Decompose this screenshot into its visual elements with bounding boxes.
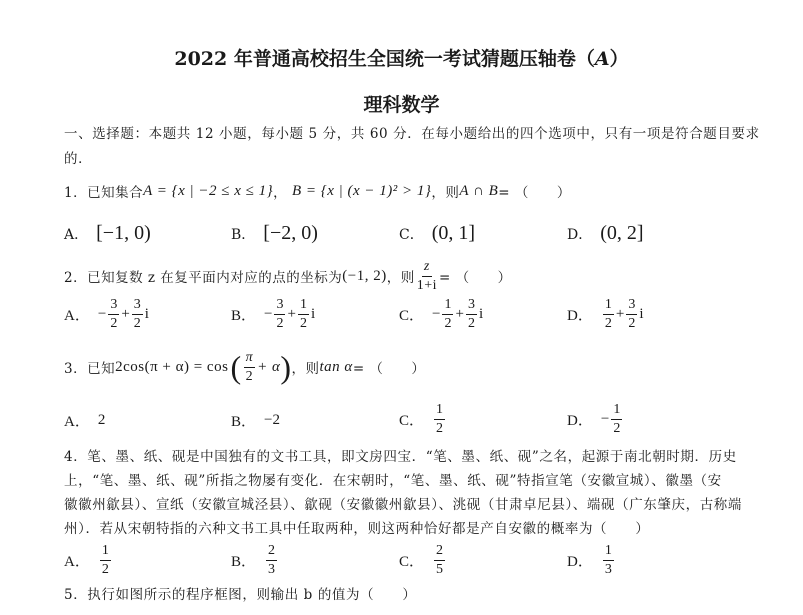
q2-option-a[interactable]: A． − $\frac{3}{2}$ + $\frac{3}{2}$ i [64,297,149,331]
trig-equation: 2cos(π + α) = cos [115,358,229,375]
set-a-expression: A = {x | −2 ≤ x ≤ 1} [143,182,274,199]
q2-option-d[interactable]: D． $\frac{1}{2}$ + $\frac{3}{2}$ i [567,297,644,331]
q4-option-d[interactable]: D． $\frac{1}{3}$ [567,543,612,577]
question-4-line3: 徽徽州歙县）、宣纸（安徽宣城泾县）、歙砚（安徽徽州歙县）、洮砚（甘肃卓尼县）、端砚（广东肇庆，古称端 [64,497,742,513]
q4-option-b[interactable]: B． $\frac{2}{3}$ [231,543,276,577]
question-5: 5．执行如图所示的程序框图，则输出 b 的值为（ ） [64,587,417,603]
question-2: 2． 已知复数 z 在复平面内对应的点的坐标为 (−1, 2) ，则 $\frac{z}{1+i}$ = （ ） [64,258,512,293]
q1-option-a[interactable]: A． [−1, 0) [64,222,151,244]
section-instructions-line1: 一、选择题：本题共 12 小题，每小题 5 分，共 60 分．在每小题给出的四个选项中，只有一项是符合题目要求 [64,126,760,142]
point-coordinates: (−1, 2) [342,267,387,284]
fraction-z-over-1-plus-i: $\frac{z}{1+i}$ [416,258,438,293]
set-b-expression: B = {x | (x − 1)² > 1} [291,182,432,199]
question-4-line4: 州）．若从宋朝特指的六种文书工具中任取两种，则这两种恰好都是产自安徽的概率为（ ） [64,521,650,537]
q4-option-c[interactable]: C． $\frac{2}{5}$ [399,543,444,577]
question-1: 1． 已知集合 A = {x | −2 ≤ x ≤ 1} ， B = {x | (x − 1)² > 1} ，则 A ∩ B = （ ） [64,182,571,201]
q1-option-b[interactable]: B． [−2, 0) [231,222,318,244]
q2-option-c[interactable]: C． − $\frac{1}{2}$ + $\frac{3}{2}$ i [399,297,484,331]
q2-option-b[interactable]: B． − $\frac{3}{2}$ + $\frac{1}{2}$ i [231,297,316,331]
q4-option-a[interactable]: A． $\frac{1}{2}$ [64,543,109,577]
question-3: 3． 已知 2cos(π + α) = cos ( $\frac{\pi}{2}$ + α ) ，则 tan α = （ ） [64,348,426,385]
question-text: 已知集合 [87,185,144,201]
question-4-line1: 4．笔、墨、纸、砚是中国独有的文书工具，即文房四宝．“笔、墨、纸、砚”之名，起源于南北朝时期．历史 [64,449,737,465]
question-number: 1． [64,185,88,201]
section-instructions-line2: 的． [64,151,93,167]
q1-option-d[interactable]: D． (0, 2] [567,222,644,244]
exam-subtitle: 理科数学 [363,94,440,116]
q1-option-c[interactable]: C． (0, 1] [399,222,476,244]
q3-option-b[interactable]: B． −2 [231,412,280,430]
exam-title: 2022 年普通高校招生全国统一考试猜题压轴卷（A） [174,48,629,70]
question-4-line2: 上，“笔、墨、纸、砚”所指之物屡有变化．在宋朝时，“笔、墨、纸、砚”特指宣笔（安徽宣城）、徽墨（安 [64,473,722,489]
q3-option-a[interactable]: A． 2 [64,412,106,430]
q3-option-d[interactable]: D． − $\frac{1}{2}$ [567,402,621,436]
q3-option-c[interactable]: C． $\frac{1}{2}$ [399,402,444,436]
intersection-expression: A ∩ B [459,182,499,199]
